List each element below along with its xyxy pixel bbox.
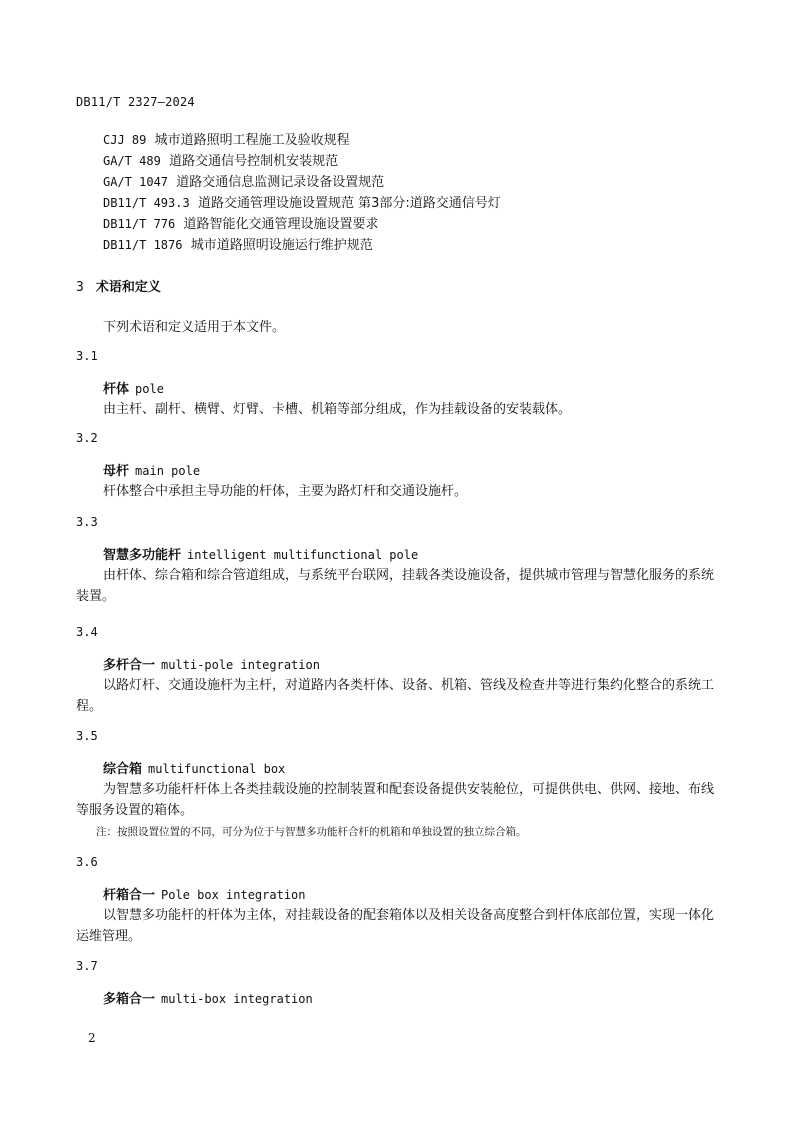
term-heading [103,655,716,675]
reference-item [103,193,501,214]
reference-code: GA/T 489 [103,154,161,168]
term-heading [103,545,716,565]
reference-item [103,214,501,235]
term-definition: 杆体整合中承担主导功能的杆体，主要为路灯杆和交通设施杆。 [103,484,468,499]
term-english: multi-box integration [161,992,313,1006]
term-number: 3.1 [76,349,98,363]
reference-title: 道路交通管理设施设置规范 第3部分:道路交通信号灯 [197,196,501,211]
document-id-header: DB11/T 2327—2024 [76,95,195,109]
term-chinese: 杆体 [103,382,130,397]
reference-code: DB11/T 776 [103,217,176,231]
term-chinese: 多箱合一 [103,992,156,1007]
reference-title: 城市道路照明设施运行维护规范 [190,238,373,253]
reference-item [103,151,501,172]
term-definition: 以路灯杆、交通设施杆为主杆，对道路内各类杆体、设备、机箱、管线及检查井等进行集约化整合的系统工程。 [76,678,715,714]
reference-title: 城市道路照明工程施工及验收规程 [154,133,350,148]
term-chinese: 智慧多功能杆 [103,548,182,563]
section-number: 3 [76,280,84,295]
term-heading [103,379,716,399]
term-heading [103,461,716,481]
term-english: multi-pole integration [161,658,320,672]
term-number: 3.4 [76,625,98,639]
term-entry [76,346,716,420]
term-chinese: 母杆 [103,464,130,479]
reference-code: DB11/T 1876 [103,238,183,252]
reference-item [103,130,501,151]
term-entry [76,956,716,1009]
page-number: 2 [88,1031,96,1045]
term-chinese: 综合箱 [103,762,143,777]
term-entry [76,726,716,841]
reference-title: 道路交通信号控制机安装规范 [169,154,339,169]
term-number: 3.7 [76,959,98,973]
reference-title: 道路交通信息监测记录设备设置规范 [176,175,385,190]
term-number: 3.2 [76,431,98,445]
term-chinese: 多杆合一 [103,658,156,673]
term-entry [76,852,716,947]
term-english: intelligent multifunctional pole [187,548,419,562]
term-definition: 为智慧多功能杆杆体上各类挂载设施的控制装置和配套设备提供安装舱位，可提供供电、供网、接地、布线等服务设置的箱体。 [76,782,715,818]
section-heading [76,276,161,295]
term-chinese: 杆箱合一 [103,888,156,903]
term-heading [103,885,716,905]
term-entry [76,512,716,607]
term-definition: 由主杆、副杆、横臂、灯臂、卡槽、机箱等部分组成，作为挂载设备的安装载体。 [103,402,572,417]
reference-code: CJJ 89 [103,133,147,147]
term-number: 3.6 [76,855,98,869]
term-definition: 由杆体、综合箱和综合管道组成，与系统平台联网，挂载各类设施设备，提供城市管理与智慧化服务的系统装置。 [76,568,715,604]
term-english: Pole box integration [161,888,306,902]
term-number: 3.3 [76,515,98,529]
normative-references-list [103,130,501,256]
section-title: 术语和定义 [95,280,161,295]
term-entry [76,428,716,502]
reference-code: DB11/T 493.3 [103,196,190,210]
term-note: 注：按照设置位置的不同，可分为位于与智慧多功能杆合杆的机箱和单独设置的独立综合箱。 [96,826,527,838]
term-english: pole [135,382,164,396]
term-english: multifunctional box [148,762,286,776]
reference-item [103,235,501,256]
reference-code: GA/T 1047 [103,175,169,189]
reference-item [103,172,501,193]
term-number: 3.5 [76,729,98,743]
reference-title: 道路智能化交通管理设施设置要求 [183,217,379,232]
term-heading [103,989,716,1009]
term-heading [103,759,716,779]
section-intro: 下列术语和定义适用于本文件。 [103,320,286,335]
term-english: main pole [135,464,201,478]
term-entry [76,622,716,717]
term-definition: 以智慧多功能杆的杆体为主体，对挂载设备的配套箱体以及相关设备高度整合到杆体底部位置，实现一体化运维管理。 [76,908,715,944]
